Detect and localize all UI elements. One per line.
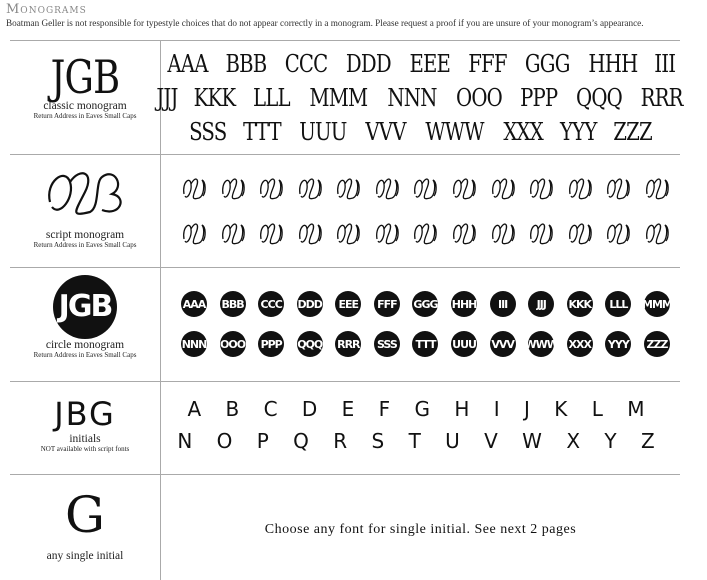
initials-line-1: A B C D E F G H I J K L M	[187, 397, 654, 421]
script-letter-sample	[335, 219, 361, 247]
circle-letter-sample: PPP	[258, 331, 284, 357]
circle-letter-sample: TTT	[412, 331, 438, 357]
circle-note: Return Address in Eaves Small Caps	[33, 351, 137, 359]
initials-sample: JBG	[54, 395, 116, 433]
circle-letter-sample: SSS	[374, 331, 400, 357]
classic-letter-sample: RRR	[640, 84, 683, 112]
circle-letter-sample: OOO	[220, 331, 246, 357]
circle-letter-sample: FFF	[374, 291, 400, 317]
row-circle-monogram	[10, 267, 680, 381]
script-letter-sample	[528, 174, 554, 202]
circle-letter-sample: AAA	[181, 291, 207, 317]
circle-letter-sample: NNN	[181, 331, 207, 357]
circle-letter-sample: HHH	[451, 291, 477, 317]
classic-letter-sample: VVV	[365, 118, 406, 146]
page-title: Monograms	[6, 2, 87, 17]
classic-letter-sample: SSS	[188, 118, 226, 146]
script-letter-sample	[528, 219, 554, 247]
classic-letter-sample: EEE	[409, 50, 451, 78]
circle-letter-sample: RRR	[335, 331, 361, 357]
classic-letter-sample: GGG	[524, 50, 570, 78]
classic-letter-sample: BBB	[225, 50, 267, 78]
initials-note: NOT available with script fonts	[40, 445, 130, 453]
disclaimer-text: Boatman Geller is not responsible for typestyle choices that do not appear correctly in a monogram. Please request a proof if you are unsure of your monogram’s appearance.	[6, 18, 644, 28]
classic-letter-sample: YYY	[559, 118, 597, 146]
script-label: script monogram	[45, 229, 125, 241]
script-letter-sample	[644, 219, 670, 247]
classic-letter-sample: QQQ	[575, 84, 622, 112]
circle-letter-sample: LLL	[605, 291, 631, 317]
classic-letter-sample: JJJ	[156, 84, 178, 112]
classic-letter-sample: MMM	[308, 84, 367, 112]
circle-letters-line-2	[181, 331, 670, 357]
circle-letter-sample: DDD	[297, 291, 323, 317]
circle-letter-sample: VVV	[490, 331, 516, 357]
script-letter-sample	[181, 219, 207, 247]
classic-letters-line-2	[156, 84, 683, 112]
initials-label: initials	[69, 433, 101, 445]
script-letter-sample	[490, 174, 516, 202]
row-initials	[10, 381, 680, 474]
single-label: any single initial	[46, 550, 124, 562]
circle-letters-line-1	[181, 291, 670, 317]
classic-letter-sample: PPP	[520, 84, 558, 112]
circle-letter-sample: BBB	[220, 291, 246, 317]
script-letter-sample	[220, 219, 246, 247]
single-sample: G	[65, 486, 105, 544]
script-letter-sample	[374, 174, 400, 202]
classic-note: Return Address in Eaves Small Caps	[33, 112, 137, 120]
classic-letter-sample: FFF	[468, 50, 507, 78]
row-single-initial	[10, 474, 680, 580]
script-letter-sample	[412, 174, 438, 202]
classic-letter-sample: III	[654, 50, 676, 78]
circle-letter-sample: XXX	[567, 331, 593, 357]
circle-letter-sample: JJJ	[528, 291, 554, 317]
script-letter-sample	[374, 219, 400, 247]
classic-sample: JGB	[50, 50, 120, 104]
script-letter-sample	[220, 174, 246, 202]
row-classic-monogram	[10, 40, 683, 154]
circle-letter-sample: GGG	[412, 291, 438, 317]
script-letter-sample	[605, 174, 631, 202]
classic-label: classic monogram	[43, 100, 127, 112]
script-letter-sample	[567, 174, 593, 202]
circle-sample: JGB	[53, 275, 117, 339]
script-letter-sample	[567, 219, 593, 247]
script-letter-sample	[644, 174, 670, 202]
script-letter-sample	[490, 219, 516, 247]
classic-letter-sample: OOO	[456, 84, 503, 112]
script-letter-sample	[451, 219, 477, 247]
script-letter-sample	[335, 174, 361, 202]
classic-letter-sample: TTT	[243, 118, 281, 146]
classic-letters-line-3	[161, 118, 680, 146]
classic-letter-sample: CCC	[285, 50, 328, 78]
script-letters-line-1	[181, 174, 670, 202]
circle-letter-sample: CCC	[258, 291, 284, 317]
circle-letter-sample: QQQ	[297, 331, 323, 357]
circle-letter-sample: MMM	[644, 291, 670, 317]
classic-letter-sample: NNN	[387, 84, 437, 112]
circle-letter-sample: WWW	[528, 331, 554, 357]
classic-letter-sample: WWW	[425, 118, 484, 146]
classic-letter-sample: ZZZ	[613, 118, 653, 146]
script-letter-sample	[258, 219, 284, 247]
row-script-monogram	[10, 154, 680, 267]
circle-label: circle monogram	[45, 339, 125, 351]
classic-letter-sample: HHH	[588, 50, 638, 78]
script-letters-line-2	[181, 219, 670, 247]
circle-letter-sample: III	[490, 291, 516, 317]
classic-letter-sample: DDD	[346, 50, 392, 78]
classic-letter-sample: AAA	[167, 50, 209, 78]
script-letter-sample	[451, 174, 477, 202]
script-letter-sample	[297, 219, 323, 247]
classic-letters-line-1	[161, 50, 680, 78]
circle-letter-sample: EEE	[335, 291, 361, 317]
classic-letter-sample: LLL	[252, 84, 290, 112]
classic-letter-sample: XXX	[502, 118, 543, 146]
monogram-table	[10, 40, 683, 580]
script-letter-sample	[605, 219, 631, 247]
single-instruction: Choose any font for single initial. See next 2 pages	[264, 522, 577, 537]
script-letter-sample	[412, 219, 438, 247]
circle-letter-sample: ZZZ	[644, 331, 670, 357]
script-letter-sample	[181, 174, 207, 202]
initials-line-2: N O P Q R S T U V W X Y Z	[177, 429, 664, 453]
script-letter-sample	[258, 174, 284, 202]
classic-letter-sample: UUU	[299, 118, 347, 146]
circle-letter-sample: YYY	[605, 331, 631, 357]
classic-letter-sample: KKK	[193, 84, 236, 112]
script-note: Return Address in Eaves Small Caps	[33, 241, 137, 249]
script-letter-sample	[297, 174, 323, 202]
script-sample-flourish	[40, 162, 130, 224]
circle-letter-sample: UUU	[451, 331, 477, 357]
circle-letter-sample: KKK	[567, 291, 593, 317]
